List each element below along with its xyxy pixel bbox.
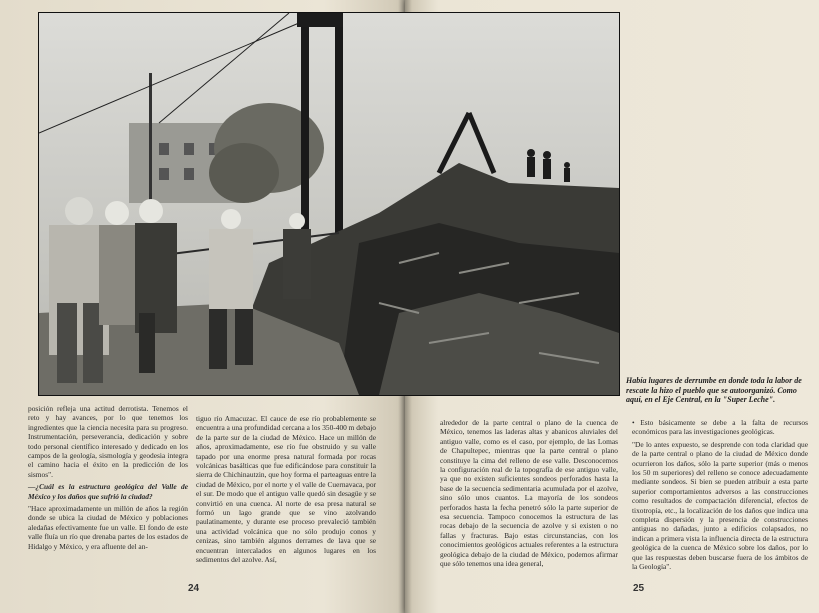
interview-question: —¿Cuál es la estructura geológica del Valle de México y los daños que sufrió la ciudad? <box>28 482 188 501</box>
photo-caption: Había lugares de derrumbe en donde toda la labor de rescate la hizo el pueblo que se autoorganizó. Como aquí, en el Eje Central, en la "Super Leche". <box>626 376 802 404</box>
text-column-2 <box>196 414 376 568</box>
paragraph: tiguo río Amacuzac. El cauce de ese río probablemente se encuentra a una profundidad cercana a los 350-400 m debajo de la parte sur de la ciudad de México. Hace un millón de años, aproximadamente, ese río fue obstruido y su valle tapado por una enorme presa natural formada por rocas volcánicas basálticas que fue edificándose para constituir la sierra de Chichinautzin, que hoy forma el parteaguas entre la ciudad de México, por el norte y el valle de Cuernavaca, por el sur. De modo que el antiguo valle quedó sin desagüe y se convirtió en una cuenca. Al norte de esa presa natural se formó un lago grande que se vino azolvando paulatinamente, y durante ese proceso prevaleció también una actividad volcánica que no sólo produjo conos y cenizas, sino también algunos derrames de lava que se encuentran intercalados en algunos lugares en los sedimentos del azolve. Así, <box>196 414 376 565</box>
text-column-1 <box>28 404 188 554</box>
paragraph: posición refleja una actitud derrotista. Tenemos el reto y hay avances, por lo que tenemos los ingredientes que la ciencia necesita para su progreso. Instrumentación, perseverancia, dedicación y sobre todo personal científico interesado y dedicado en los campos de la geología, sismología y geodesia integra el camino hacia el éxito en la predicción de los sismos". <box>28 404 188 479</box>
paragraph: "Hace aproximadamente un millón de años la región donde se ubica la ciudad de México y poblaciones aledañas efectivamente fue un valle. El fondo de este valle fluía un río que drenaba partes de los estados de Hidalgo y México, y era afluente del an- <box>28 504 188 551</box>
text-column-3 <box>440 418 618 572</box>
paragraph: • Esto básicamente se debe a la falta de recursos económicos para las investigaciones geológicas. <box>632 418 808 437</box>
rescue-photo <box>38 12 620 396</box>
text-column-4 <box>632 418 808 575</box>
paragraph: "De lo antes expuesto, se desprende con toda claridad que de la parte central o plano de la ciudad de México donde ocurrieron los daños, sólo la parte superior (más o menos los 50 m superiores) del relleno se conoce adecuadamente mediante sondeos. Si bien se pueden atribuir a esta parte superior comportamientos adversos a las construcciones como resultados de compactación diferencial, efectos de tixotropía, etc., la localización de los daños que indica una completa dispersión y la presencia de construcciones antiguas no dañadas, junto a edificios colapsados, no indican a primera vista la influencia directa de la estructura geológica de la cuenca de México sobre los daños, por lo que las respuestas deben buscarse fuera de los ámbitos de la Geología". <box>632 439 808 572</box>
paragraph: alrededor de la parte central o plano de la cuenca de México, tenemos las laderas altas y abanicos aluviales del antiguo valle, como es el caso, por ejemplo, de las Lomas de Chapultepec, mientras que la parte central o plano constituye la cima del relleno de ese valle. Desconocemos la configuración real de la topografía de ese antiguo valle, ya que no existen suficientes sondeos perforados hasta la base de la secuencia sedimentaria acumulada por el azolve, sino sólo unos cuantos. La mayoría de los sondeos perforados hasta la fecha penetró sólo la parte superior de esa secuencia. Tampoco conocemos la estructura de las rocas debajo de la secuencia de azolve y si existen o no fallas y fracturas. Bajo estas circunstancias, con los conocimientos geológicos actuales referentes a la estructura geológica debajo de la ciudad de México, podemos afirmar que sólo tenemos una idea general, <box>440 418 618 569</box>
page-number-left: 24 <box>188 583 200 594</box>
page-number-right: 25 <box>633 583 645 594</box>
